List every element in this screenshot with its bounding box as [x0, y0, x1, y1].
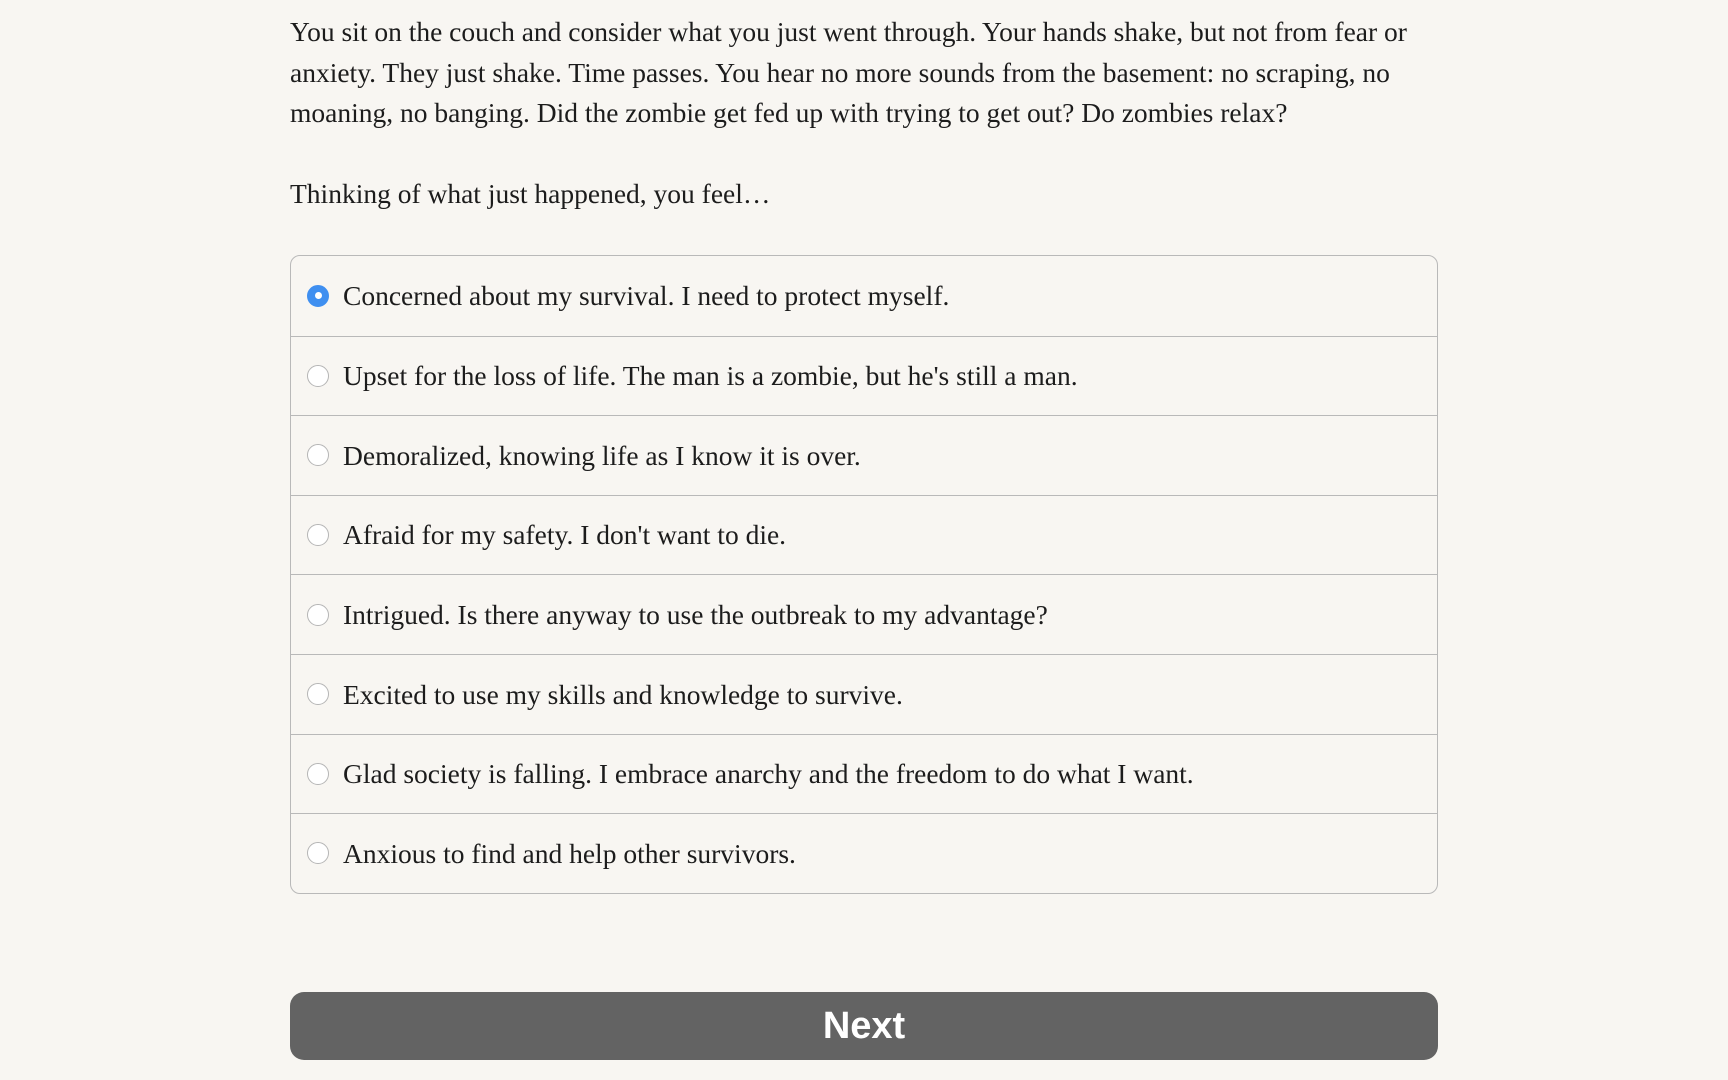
choice-option-7[interactable] [291, 734, 1437, 814]
story-content [290, 0, 1438, 894]
radio-button[interactable] [307, 365, 329, 387]
choice-label: Anxious to find and help other survivors. [343, 837, 796, 869]
choice-option-4[interactable] [291, 495, 1437, 575]
choice-list [290, 255, 1438, 894]
radio-button[interactable] [307, 842, 329, 864]
choice-option-2[interactable] [291, 336, 1437, 416]
radio-button[interactable] [307, 285, 329, 307]
choice-option-1[interactable] [291, 256, 1437, 336]
choice-label: Glad society is falling. I embrace anarchy and the freedom to do what I want. [343, 758, 1194, 790]
choice-option-6[interactable] [291, 654, 1437, 734]
radio-button[interactable] [307, 604, 329, 626]
story-passage: You sit on the couch and consider what you just went through. Your hands shake, but not from fear or anxiety. They just shake. Time passes. You hear no more sounds from the basement: no scraping, no moaning, no banging. Did the zombie get fed up with trying to get out? Do zombies relax? [290, 16, 1407, 128]
choice-label: Afraid for my safety. I don't want to die. [343, 519, 787, 551]
choice-option-3[interactable] [291, 415, 1437, 495]
choice-label: Demoralized, knowing life as I know it is over. [343, 439, 861, 471]
radio-button[interactable] [307, 524, 329, 546]
choice-label: Intrigued. Is there anyway to use the outbreak to my advantage? [343, 598, 1048, 630]
radio-button[interactable] [307, 683, 329, 705]
choice-option-5[interactable] [291, 574, 1437, 654]
choice-label: Concerned about my survival. I need to protect myself. [343, 280, 950, 312]
choice-label: Excited to use my skills and knowledge to survive. [343, 678, 903, 710]
choice-option-8[interactable] [291, 813, 1437, 893]
radio-button[interactable] [307, 763, 329, 785]
choice-prompt: Thinking of what just happened, you feel… [290, 177, 771, 209]
radio-button[interactable] [307, 444, 329, 466]
next-button[interactable]: Next [290, 992, 1438, 1060]
choice-label: Upset for the loss of life. The man is a zombie, but he's still a man. [343, 360, 1078, 392]
